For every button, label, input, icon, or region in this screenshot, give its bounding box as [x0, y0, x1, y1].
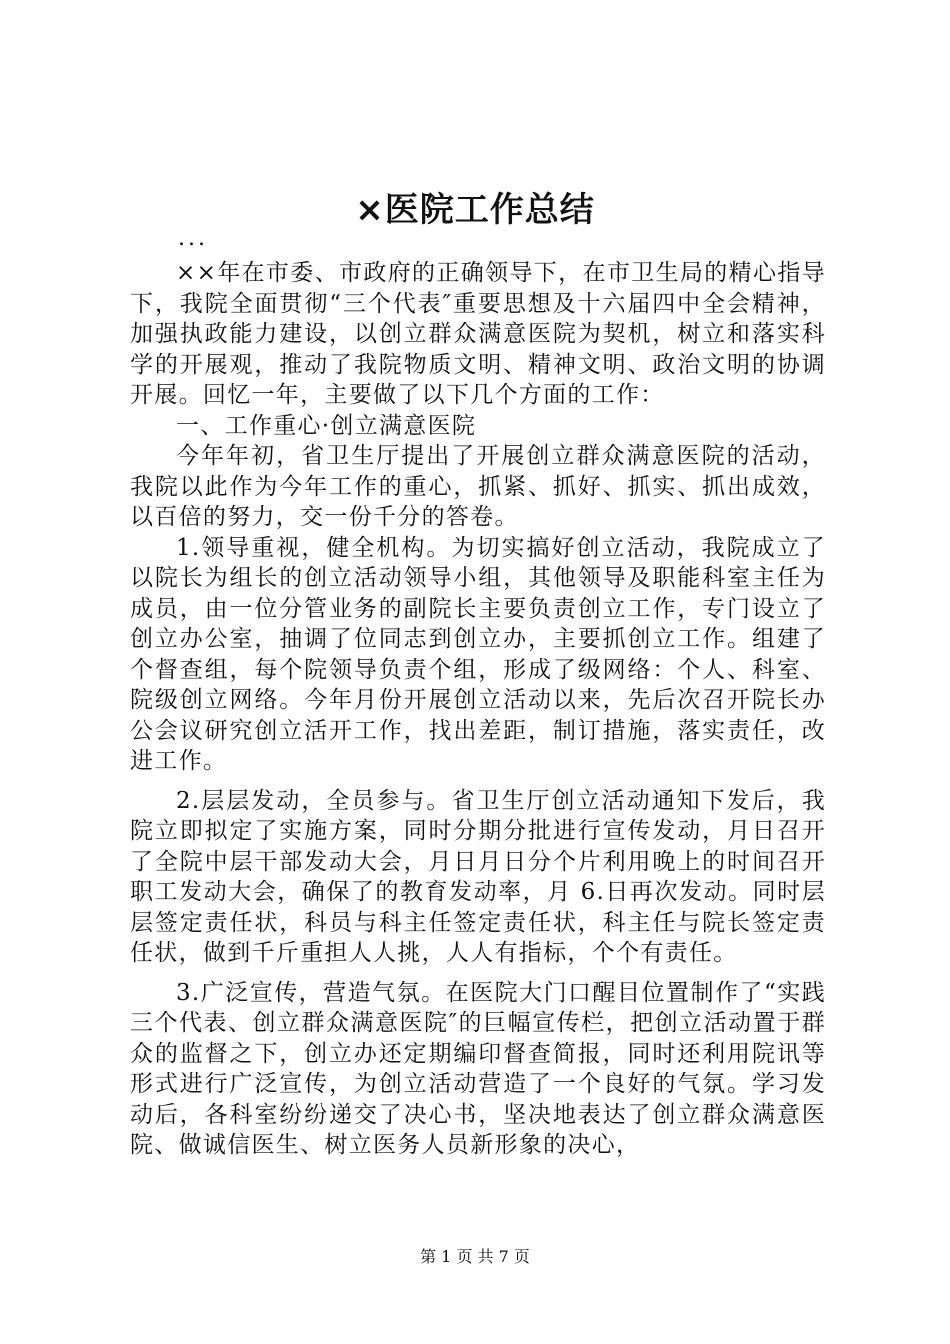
section-heading: 一、工作重心·创立满意医院: [176, 412, 477, 439]
paragraph-item-1: 1.领导重视，健全机构。为切实搞好创立活动，我院成立了以院长为组长的创立活动领导小组，其他领导及职能科室主任为成员，由一位分管业务的副院长主要负责创立工作，专门设立了创立办公室，抽调了位同志到创立办，主要抓创立工作。组建了个督查组，每个院领导负责个组，形成了级网络：个人、科室、院级创立网络。今年月份开展创立活动以来，先后次召开院长办公会议研究创立活开工作，找出差距，制订措施，落实责任，改进工作。: [130, 534, 826, 774]
paragraph-intro: ××年在市委、市政府的正确领导下，在市卫生局的精心指导下，我院全面贯彻“三个代表″重要思想及十六届四中全会精神，加强执政能力建设，以创立群众满意医院为契机，树立和落实科学的开展观，推动了我院物质文明、精神文明、政治文明的协调开展。回忆一年，主要做了以下几个方面的工作：: [130, 260, 826, 408]
paragraph-overview: 今年年初，省卫生厅提出了开展创立群众满意医院的活动，我院以此作为今年工作的重心，抓紧、抓好、抓实、抓出成效，以百倍的努力，交一份千分的答卷。: [130, 443, 826, 530]
page-footer: 第 1 页 共 7 页: [420, 1247, 530, 1266]
paragraph-item-2: 2.层层发动，全员参与。省卫生厅创立活动通知下发后，我院立即拟定了实施方案，同时分期分批进行宣传发动，月日召开了全院中层干部发动大会，月日月日分个片利用晚上的时间召开职工发动大会，确保了的教育发动率，月 6.日再次发动。同时层层签定责任状，科员与科主任签定责任状，科主任与院长签定责任状，做到千斤重担人人挑，人人有指标，个个有责任。: [130, 787, 826, 966]
document-body: [130, 258, 826, 1161]
paragraph-item-3: 3.广泛宣传，营造气氛。在医院大门口醒目位置制作了“实践三个代表、创立群众满意医院″的巨幅宣传栏，把创立活动置于群众的监督之下，创立办还定期编印督查简报，同时还利用院讯等形式进行广泛宣传，为创立活动营造了一个良好的气氛。学习发动后，各科室纷纷递交了决心书，坚决地表达了创立群众满意医院、做诚信医生、树立医务人员新形象的决心，: [130, 979, 826, 1158]
document-title: ×医院工作总结: [355, 190, 595, 230]
ellipsis-marker: ...: [178, 226, 208, 251]
